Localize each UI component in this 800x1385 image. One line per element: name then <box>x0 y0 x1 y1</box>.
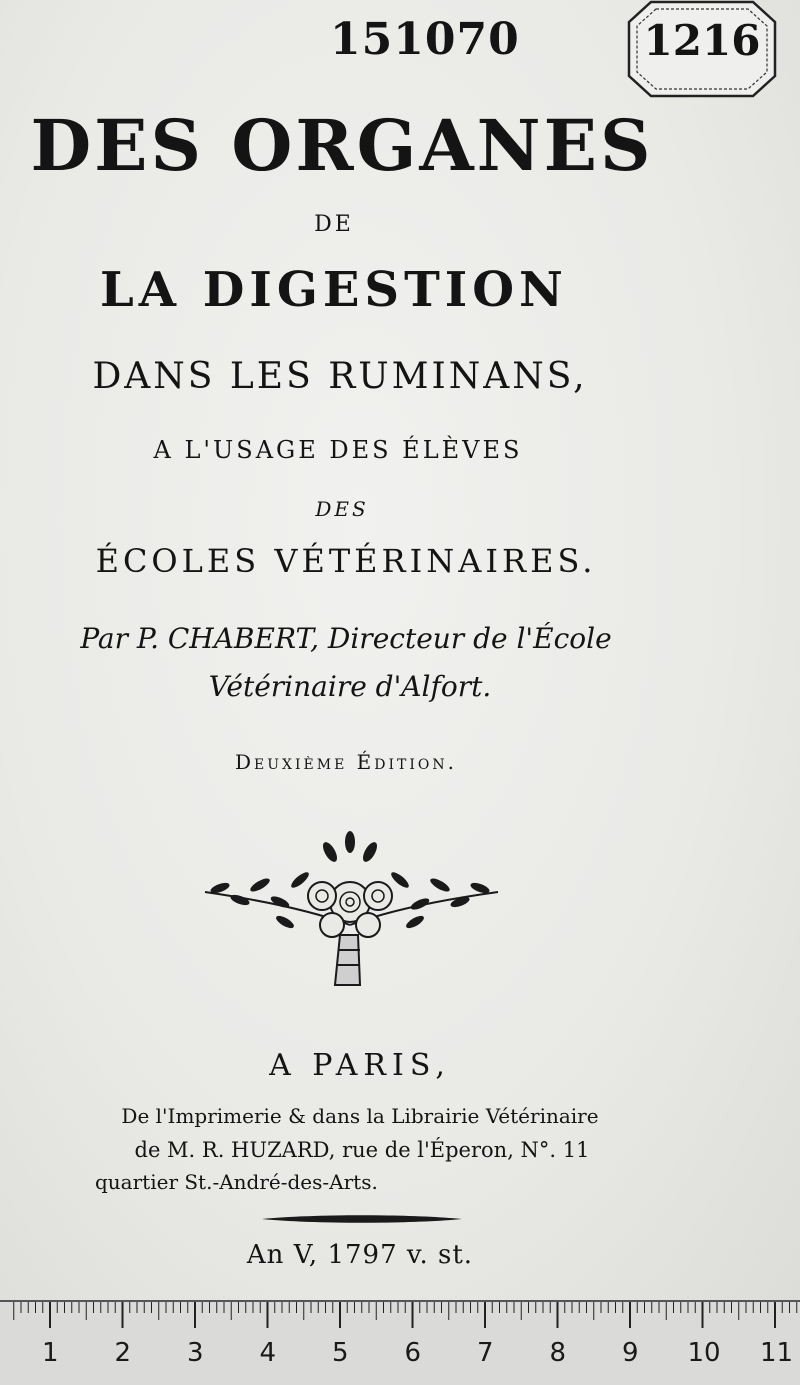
ruler-label: 5 <box>332 1338 349 1368</box>
floral-basket-ornament-icon <box>200 830 500 990</box>
ruler-label: 4 <box>259 1338 277 1368</box>
measuring-ruler <box>0 1300 800 1385</box>
title-line-2: DE <box>314 212 354 237</box>
stamp-number: 1216 <box>643 16 761 65</box>
ruler-label: 8 <box>549 1338 567 1368</box>
publication-date: An V, 1797 v. st. <box>246 1240 474 1270</box>
ruler-label: 6 <box>404 1338 422 1368</box>
ruler-label: 1 <box>42 1338 59 1368</box>
ruler-label: 7 <box>477 1338 494 1368</box>
ruler-label: 10 <box>687 1338 721 1368</box>
title-line-5: A L'USAGE DES ÉLÈVES <box>153 436 523 464</box>
edition: Deuxième Édition. <box>235 750 457 774</box>
imprint-line-3: quartier St.-André-des-Arts. <box>95 1170 378 1194</box>
ruler-label: 3 <box>187 1338 204 1368</box>
decorative-rule-icon <box>262 1212 462 1226</box>
ruler-label: 11 <box>760 1338 794 1368</box>
ruler-ticks <box>0 1302 800 1342</box>
title-line-7: ÉCOLES VÉTÉRINAIRES. <box>95 542 597 580</box>
title-line-4: DANS LES RUMINANS, <box>92 356 588 397</box>
author-line-1: Par P. CHABERT, Directeur de l'École <box>80 622 612 655</box>
library-stamp <box>627 0 777 98</box>
imprint-line-1: De l'Imprimerie & dans la Librairie Vétérinaire <box>121 1104 599 1128</box>
ruler-label: 9 <box>622 1338 639 1368</box>
title-line-3: LA DIGESTION <box>100 262 568 318</box>
imprint-city: A PARIS, <box>269 1048 451 1083</box>
imprint-line-2: de M. R. HUZARD, rue de l'Éperon, N°. 11 <box>134 1138 590 1162</box>
title-line-6: DES <box>315 497 369 521</box>
author-line-2: Vétérinaire d'Alfort. <box>208 670 492 703</box>
title-line-1: DES ORGANES <box>30 104 654 187</box>
ruler-label: 2 <box>114 1338 132 1368</box>
inventory-number: 151070 <box>330 14 520 65</box>
